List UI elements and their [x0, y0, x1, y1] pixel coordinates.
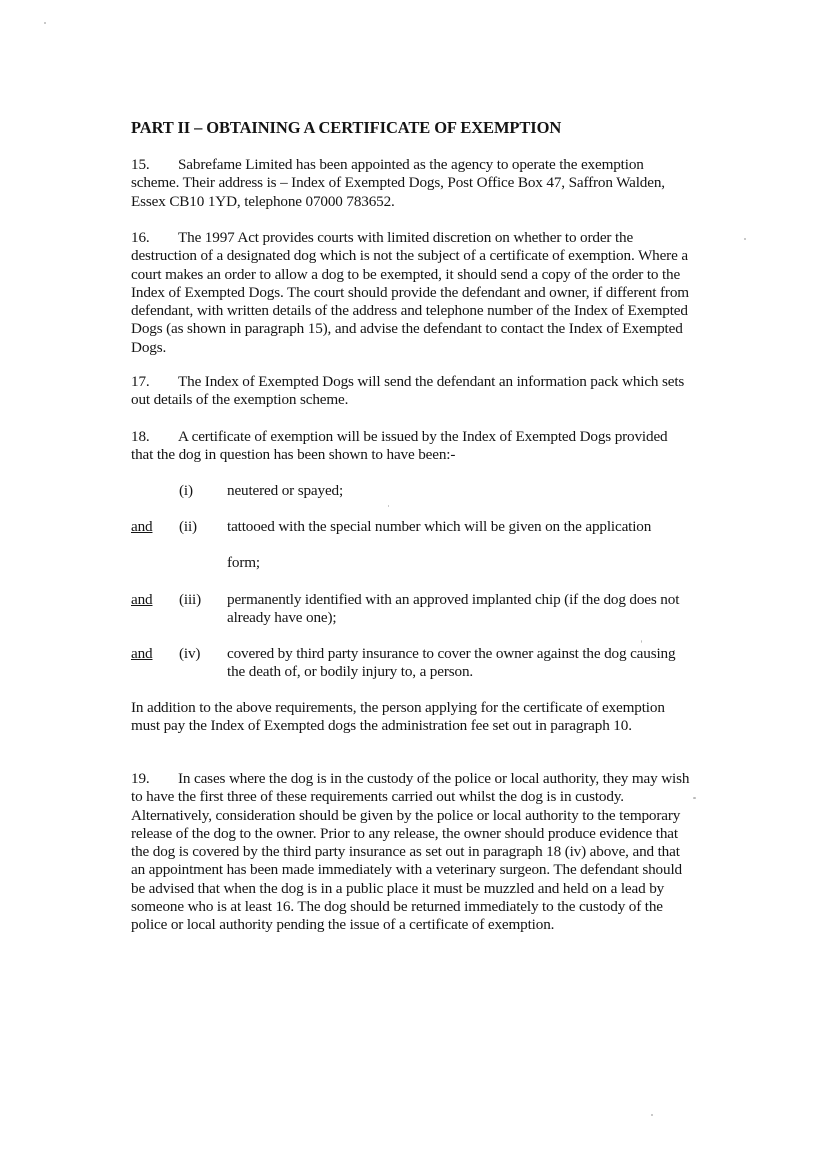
paragraph-17: [131, 373, 691, 410]
item-numeral: (ii): [179, 518, 197, 535]
paragraph-text: Sabrefame Limited has been appointed as the agency to operate the exemption scheme. Their address is – Index of Exempted Dogs, Post Office Box 47, Saffron Walden, Essex CB10 1YD, telephone 07000 783652.: [131, 156, 665, 210]
paragraph-number: 19.: [131, 770, 150, 787]
item-numeral: (iv): [179, 645, 201, 662]
paragraph-18-continuation: [131, 699, 691, 736]
paragraph-text: In addition to the above requirements, the person applying for the certificate of exemption must pay the Index of Exempted dogs the administration fee set out in paragraph 10.: [131, 699, 665, 735]
paragraph-text: In cases where the dog is in the custody of the police or local authority, they may wish to have the first three of these requirements carried out whilst the dog is in custody. Alternatively, consideration should be given by the police or local authority to the temporary release of the dog to the owner. Prior to any release, the owner should produce evidence that the dog is covered by the third party insurance as set out in paragraph 18 (iv) above, and that an appointment has been made immediately with a veterinary surgeon. The defendant should be advised that when the dog is in a public place it must be muzzled and held on a lead by someone who is at least 16. The dog should be returned immediately to the custody of the police or local authority pending the issue of a certificate of exemption.: [131, 770, 690, 934]
item-numeral: (i): [179, 482, 193, 499]
paragraph-text: The Index of Exempted Dogs will send the defendant an information pack which sets out details of the exemption scheme.: [131, 373, 685, 409]
paragraph-number: 15.: [131, 156, 150, 173]
paragraph-16: [131, 229, 691, 357]
section-heading: PART II – OBTAINING A CERTIFICATE OF EXEMPTION: [131, 118, 562, 137]
paragraph-text: A certificate of exemption will be issued by the Index of Exempted Dogs provided that the dog in question has been shown to have been:-: [131, 428, 668, 464]
item-text: neutered or spayed;: [227, 482, 344, 499]
scan-speck: [388, 505, 389, 507]
item-text-continued: form;: [227, 554, 260, 571]
paragraph-number: 18.: [131, 428, 150, 445]
item-conjunction: and: [131, 645, 153, 662]
paragraph-number: 17.: [131, 373, 150, 390]
item-conjunction: and: [131, 591, 153, 608]
scan-speck: [744, 238, 746, 240]
item-text: covered by third party insurance to cover the owner against the dog causing the death of, or bodily injury to, a person.: [227, 645, 676, 681]
item-text: permanently identified with an approved implanted chip (if the dog does not already have one);: [227, 591, 680, 627]
scan-speck: [651, 1114, 653, 1116]
item-numeral: (iii): [179, 591, 202, 608]
paragraph-18: [131, 428, 691, 465]
scan-speck: [693, 797, 696, 799]
item-conjunction: and: [131, 518, 153, 535]
paragraph-19: [131, 770, 691, 935]
paragraph-15: [131, 156, 691, 211]
scan-speck: [44, 22, 46, 24]
scan-speck: [641, 640, 642, 643]
item-text: tattooed with the special number which will be given on the application: [227, 518, 652, 535]
paragraph-text: The 1997 Act provides courts with limited discretion on whether to order the destruction of a designated dog which is not the subject of a certificate of exemption. Where a court makes an order to allow a dog to be exempted, it should send a copy of the order to the Index of Exempted Dogs. The court should provide the defendant and owner, if different from defendant, with written details of the address and telephone number of the Index of Exempted Dogs (as shown in paragraph 15), and advise the defendant to contact the Index of Exempted Dogs.: [131, 229, 689, 356]
paragraph-number: 16.: [131, 229, 150, 246]
